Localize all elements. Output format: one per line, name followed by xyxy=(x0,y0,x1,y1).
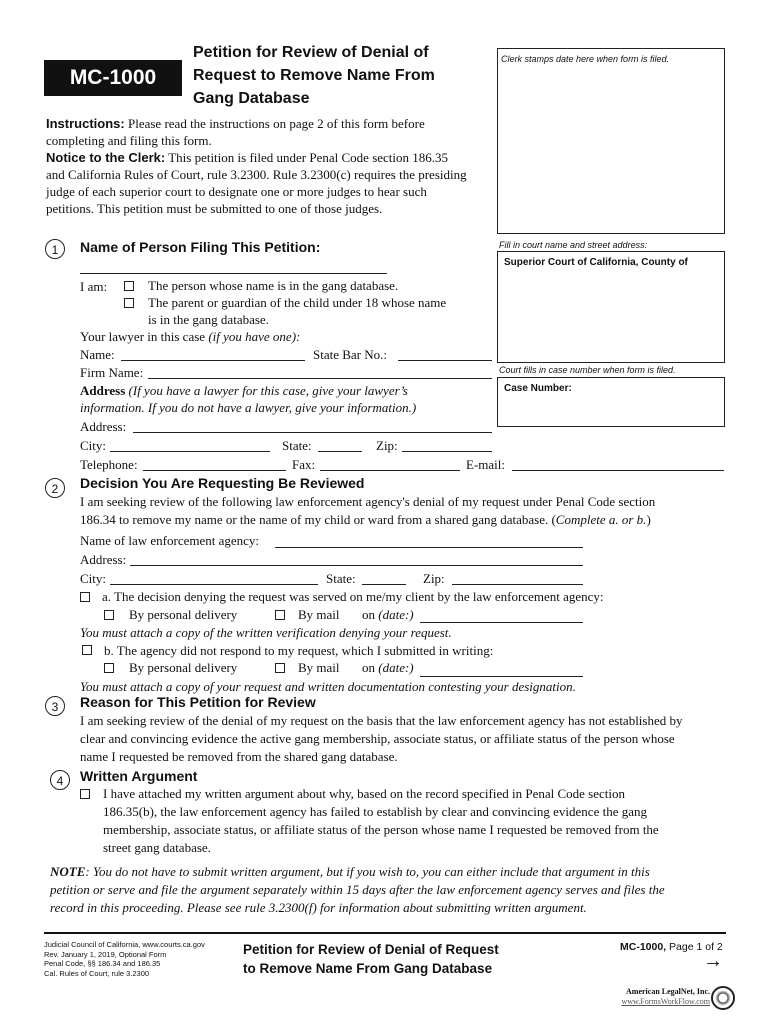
fax-label: Fax: xyxy=(292,457,316,472)
case-number-label: Case Number: xyxy=(504,383,572,394)
filer-state-field[interactable] xyxy=(318,451,362,452)
section-4-number: 4 xyxy=(50,770,70,790)
lawyer-name-field[interactable] xyxy=(121,360,305,361)
filer-zip-label: Zip: xyxy=(376,438,398,453)
option-a-by-mail-checkbox[interactable] xyxy=(275,610,285,620)
written-argument-checkbox[interactable] xyxy=(80,789,90,799)
agency-address-field[interactable] xyxy=(130,565,583,566)
filer-city-label: City: xyxy=(80,438,107,453)
next-page-arrow-icon[interactable]: → xyxy=(703,950,723,972)
instructions-line-1: Please read the instructions on page 2 of this form before xyxy=(127,116,425,131)
agency-zip-label: Zip: xyxy=(423,571,445,586)
option-a-personal-delivery-checkbox[interactable] xyxy=(104,610,114,620)
publisher-credit: American LegalNet, Inc. www.FormsWorkFlow.com xyxy=(621,987,710,1006)
option-b-note: You must attach a copy of your request and written documentation contesting your designation. xyxy=(80,679,576,694)
court-fill-note: Fill in court name and street address: xyxy=(499,240,648,250)
publisher-logo-icon xyxy=(711,986,735,1010)
footer-title: Petition for Review of Denial of Request to Remove Name From Gang Database xyxy=(243,942,499,976)
person-in-database-label: The person whose name is in the gang database. xyxy=(148,278,399,293)
filer-address-field[interactable] xyxy=(133,432,492,433)
email-field[interactable] xyxy=(512,470,724,471)
clerk-stamp-box xyxy=(497,48,725,234)
agency-state-field[interactable] xyxy=(362,584,406,585)
form-title-line-3: Gang Database xyxy=(193,90,310,107)
option-a-date-label: on (date:) xyxy=(362,607,414,622)
filer-name-field[interactable] xyxy=(80,273,387,274)
email-label: E-mail: xyxy=(466,457,505,472)
option-b-date-field[interactable] xyxy=(420,676,583,677)
footer-page-ref: MC-1000, Page 1 of 2 xyxy=(620,941,723,953)
section-1-number: 1 xyxy=(45,239,65,259)
section-1-title: Name of Person Filing This Petition: xyxy=(80,239,321,255)
instructions-line-2: completing and filing this form. xyxy=(46,133,212,148)
telephone-field[interactable] xyxy=(143,470,286,471)
filer-address-label: Address: xyxy=(80,419,127,434)
option-b-personal-delivery-checkbox[interactable] xyxy=(104,663,114,673)
address-instructions: Address (If you have a lawyer for this case, give your lawyer’s information. If you do not have a lawyer, give your information.) xyxy=(80,383,417,415)
option-a-personal-delivery-label: By personal delivery xyxy=(129,607,238,622)
option-a-checkbox[interactable] xyxy=(80,592,90,602)
instructions xyxy=(46,115,467,217)
case-fill-note: Court fills in case number when form is filed. xyxy=(499,365,676,375)
section-3-number: 3 xyxy=(45,696,65,716)
agency-zip-field[interactable] xyxy=(452,584,583,585)
notice-line-2: and California Rules of Court, rule 3.2300. Rule 3.2300(c) requires the presiding xyxy=(46,167,467,182)
option-b-label: b. The agency did not respond to my request, which I submitted in writing: xyxy=(104,643,494,658)
state-bar-field[interactable] xyxy=(398,360,492,361)
option-b-date-label: on (date:) xyxy=(362,660,414,675)
agency-state-label: State: xyxy=(326,571,356,586)
note-block: NOTE: You do not have to submit written argument, but if you wish to, you can either include that argument in this petition or serve and file the argument separately within 15 days after the law enforcement agency serves and files the record in this proceeding. Please see rule 3.2300(f) for information about submitting written argument. xyxy=(50,864,665,915)
agency-city-label: City: xyxy=(80,571,107,586)
agency-city-field[interactable] xyxy=(110,584,318,585)
firm-name-field[interactable] xyxy=(148,378,492,379)
i-am-label: I am: xyxy=(80,279,108,294)
agency-address-label: Address: xyxy=(80,552,127,567)
option-b-personal-delivery-label: By personal delivery xyxy=(129,660,238,675)
section-2-text: I am seeking review of the following law enforcement agency's denial of my request under Penal Code section 186.34 to remove my name or the name of my child or ward from a shared gang database. (Complete a. or b.) xyxy=(80,494,656,527)
person-in-database-checkbox[interactable] xyxy=(124,281,134,291)
notice-label: Notice to the Clerk: xyxy=(46,150,166,165)
telephone-label: Telephone: xyxy=(80,457,138,472)
section-3-title: Reason for This Petition for Review xyxy=(80,694,316,710)
option-a-by-mail-label: By mail xyxy=(298,607,340,622)
section-4-text: I have attached my written argument about why, based on the record specified in Penal Code section 186.35(b), the law enforcement agency has failed to establish by clear and convincing evidence the gang membership, associate status, or affiliate status of the person whose name I requested be removed from the street gang database. xyxy=(103,786,659,855)
notice-line-3: judge of each superior court to designate one or more judges to hear such xyxy=(46,184,427,199)
parent-guardian-label-1: The parent or guardian of the child under 18 whose name xyxy=(148,295,447,310)
option-b-checkbox[interactable] xyxy=(82,645,92,655)
clerk-stamp-note: Clerk stamps date here when form is filed. xyxy=(501,54,670,64)
filer-state-label: State: xyxy=(282,438,312,453)
section-4-title: Written Argument xyxy=(80,768,198,784)
notice-line-1: This petition is filed under Penal Code section 186.35 xyxy=(168,150,449,165)
filer-zip-field[interactable] xyxy=(402,451,492,452)
section-2-title: Decision You Are Requesting Be Reviewed xyxy=(80,475,365,491)
firm-name-label: Firm Name: xyxy=(80,365,144,380)
option-a-note: You must attach a copy of the written verification denying your request. xyxy=(80,625,452,640)
option-b-by-mail-label: By mail xyxy=(298,660,340,675)
form-title-line-1: Petition for Review of Denial of xyxy=(193,44,429,61)
notice-line-4: petitions. This petition must be submitted to one of those judges. xyxy=(46,201,383,216)
instructions-label: Instructions: xyxy=(46,116,125,131)
state-bar-label: State Bar No.: xyxy=(313,347,388,362)
section-3-text: I am seeking review of the denial of my request on the basis that the law enforcement agency has not established by clear and convincing evidence the active gang membership, associate status, or affiliate status of the person whose name I requested be removed from the shared gang database. xyxy=(80,713,683,764)
agency-name-label: Name of law enforcement agency: xyxy=(80,533,260,548)
form-number-badge: MC-1000 xyxy=(44,60,182,96)
form-title-line-2: Request to Remove Name From xyxy=(193,67,435,84)
court-name: Superior Court of California, County of xyxy=(504,257,688,268)
lawyer-intro: Your lawyer in this case (if you have one): xyxy=(80,329,301,344)
option-a-label: a. The decision denying the request was served on me/my client by the law enforcement agency: xyxy=(102,589,604,604)
footer-rule xyxy=(44,932,726,934)
parent-guardian-label-2: is in the gang database. xyxy=(148,312,269,327)
lawyer-name-label: Name: xyxy=(80,347,115,362)
footer-left: Judicial Council of California, www.courts.ca.gov Rev. January 1, 2019, Optional Form Penal Code, §§ 186.34 and 186.35 Cal. Rules of Court, rule 3.2300 xyxy=(44,940,205,978)
agency-name-field[interactable] xyxy=(275,547,583,548)
option-b-by-mail-checkbox[interactable] xyxy=(275,663,285,673)
section-2-number: 2 xyxy=(45,478,65,498)
fax-field[interactable] xyxy=(320,470,460,471)
option-a-date-field[interactable] xyxy=(420,622,583,623)
filer-city-field[interactable] xyxy=(110,451,270,452)
parent-guardian-checkbox[interactable] xyxy=(124,298,134,308)
